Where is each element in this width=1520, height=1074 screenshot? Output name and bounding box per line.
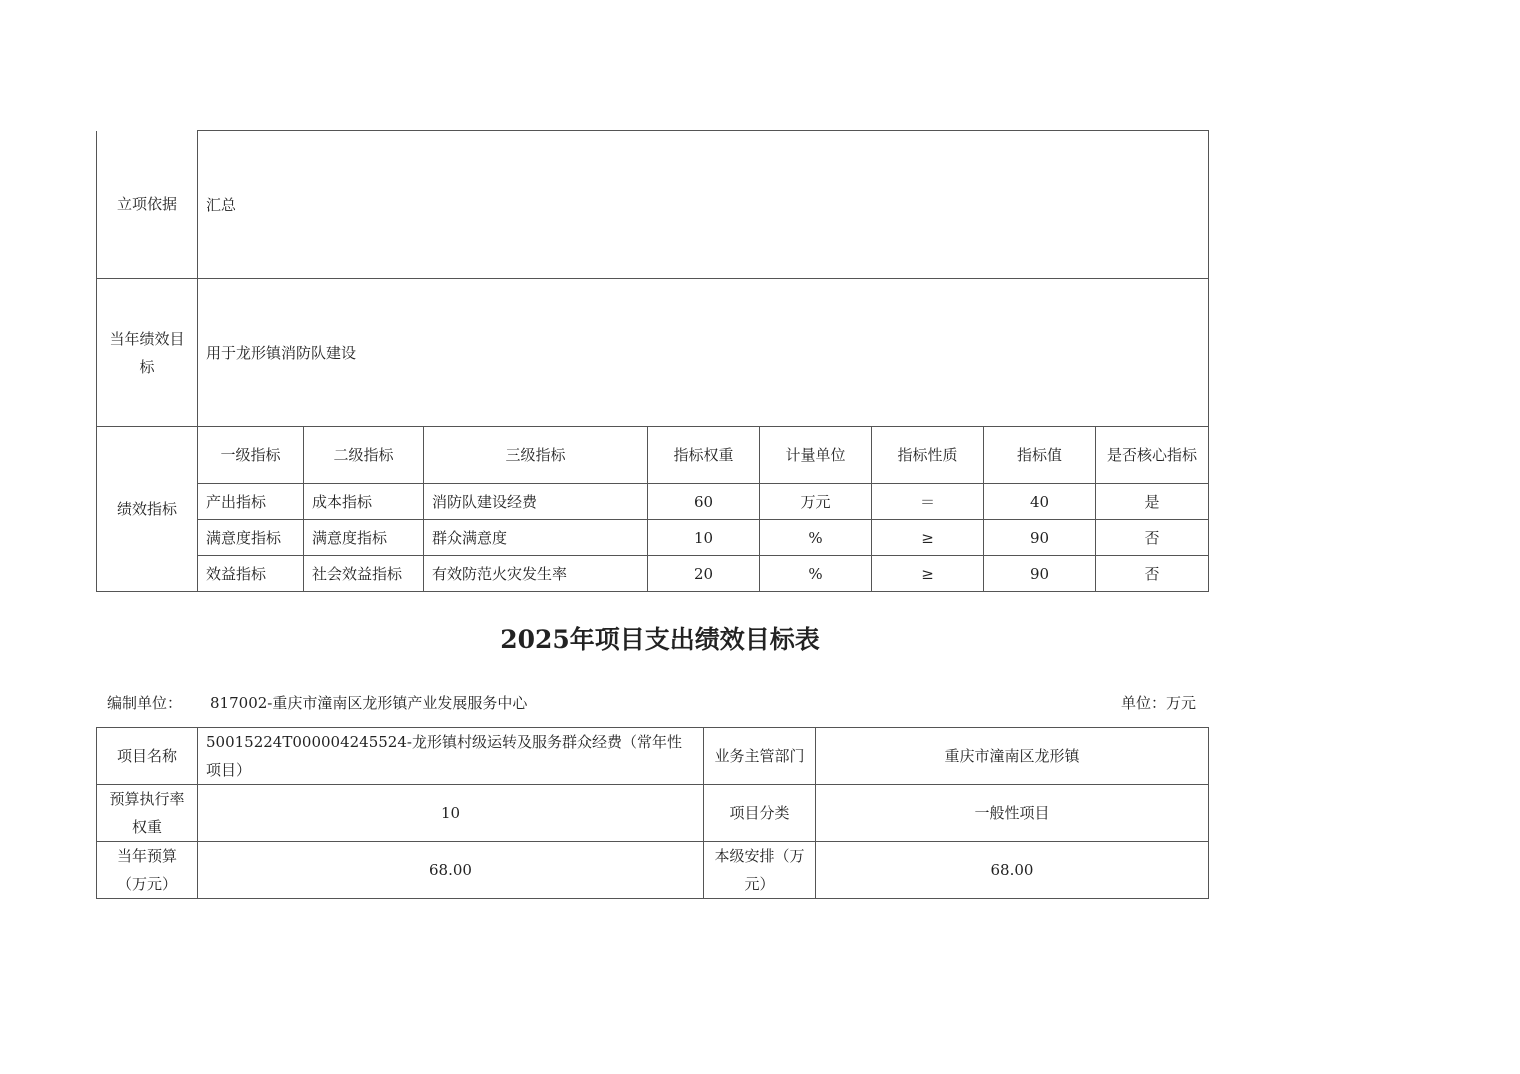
level-arrangement-value: 68.00 xyxy=(816,842,1209,899)
project-name-label: 项目名称 xyxy=(97,728,198,785)
basis-value: 汇总 xyxy=(198,131,1209,279)
page-title: 2025年项目支出绩效目标表 xyxy=(500,625,820,654)
table-cell: % xyxy=(760,556,872,592)
table-cell: 万元 xyxy=(760,484,872,520)
indicators-label: 绩效指标 xyxy=(97,427,198,592)
table-cell: 社会效益指标 xyxy=(304,556,424,592)
table-cell: 有效防范火灾发生率 xyxy=(424,556,648,592)
table-cell: 群众满意度 xyxy=(424,520,648,556)
header-value: 指标值 xyxy=(984,427,1096,484)
table-row xyxy=(97,484,1209,520)
compiling-unit xyxy=(107,692,527,713)
table-cell: 90 xyxy=(984,556,1096,592)
header-level1: 一级指标 xyxy=(198,427,304,484)
goal-label: 当年绩效目标 xyxy=(97,279,198,427)
header-weight: 指标权重 xyxy=(648,427,760,484)
header-nature: 指标性质 xyxy=(872,427,984,484)
goal-value: 用于龙形镇消防队建设 xyxy=(198,279,1209,427)
table-cell: 20 xyxy=(648,556,760,592)
budget-value: 68.00 xyxy=(198,842,704,899)
table-cell: 成本指标 xyxy=(304,484,424,520)
compiling-unit-value: 817002-重庆市潼南区龙形镇产业发展服务中心 xyxy=(210,694,528,712)
table-cell: 满意度指标 xyxy=(304,520,424,556)
table-cell: 90 xyxy=(984,520,1096,556)
project-name-value: 50015224T000004245524-龙形镇村级运转及服务群众经费（常年性项目） xyxy=(198,728,704,785)
header-unit: 计量单位 xyxy=(760,427,872,484)
table-row xyxy=(97,556,1209,592)
level-arrangement-label: 本级安排（万元） xyxy=(704,842,816,899)
dept-label: 业务主管部门 xyxy=(704,728,816,785)
table-cell: % xyxy=(760,520,872,556)
table-cell: 是 xyxy=(1096,484,1209,520)
rate-weight-label: 预算执行率权重 xyxy=(97,785,198,842)
performance-goal-table xyxy=(96,130,1209,592)
table-cell: 满意度指标 xyxy=(198,520,304,556)
table-cell: 否 xyxy=(1096,556,1209,592)
header-level3: 三级指标 xyxy=(424,427,648,484)
table-cell: 10 xyxy=(648,520,760,556)
basis-label: 立项依据 xyxy=(97,131,198,279)
budget-label: 当年预算（万元） xyxy=(97,842,198,899)
table-cell: 否 xyxy=(1096,520,1209,556)
category-value: 一般性项目 xyxy=(816,785,1209,842)
project-info-table xyxy=(96,727,1209,899)
table-cell: 效益指标 xyxy=(198,556,304,592)
table-cell: ≥ xyxy=(872,520,984,556)
table-cell: 消防队建设经费 xyxy=(424,484,648,520)
table-cell: ≥ xyxy=(872,556,984,592)
table-cell: 产出指标 xyxy=(198,484,304,520)
compiling-unit-label: 编制单位： xyxy=(107,694,183,712)
table-cell: 40 xyxy=(984,484,1096,520)
table-row xyxy=(97,520,1209,556)
table-cell: ＝ xyxy=(872,484,984,520)
currency-unit: 单位：万元 xyxy=(1120,694,1196,712)
header-level2: 二级指标 xyxy=(304,427,424,484)
dept-value: 重庆市潼南区龙形镇 xyxy=(816,728,1209,785)
rate-weight-value: 10 xyxy=(198,785,704,842)
category-label: 项目分类 xyxy=(704,785,816,842)
header-core: 是否核心指标 xyxy=(1096,427,1209,484)
table-cell: 60 xyxy=(648,484,760,520)
